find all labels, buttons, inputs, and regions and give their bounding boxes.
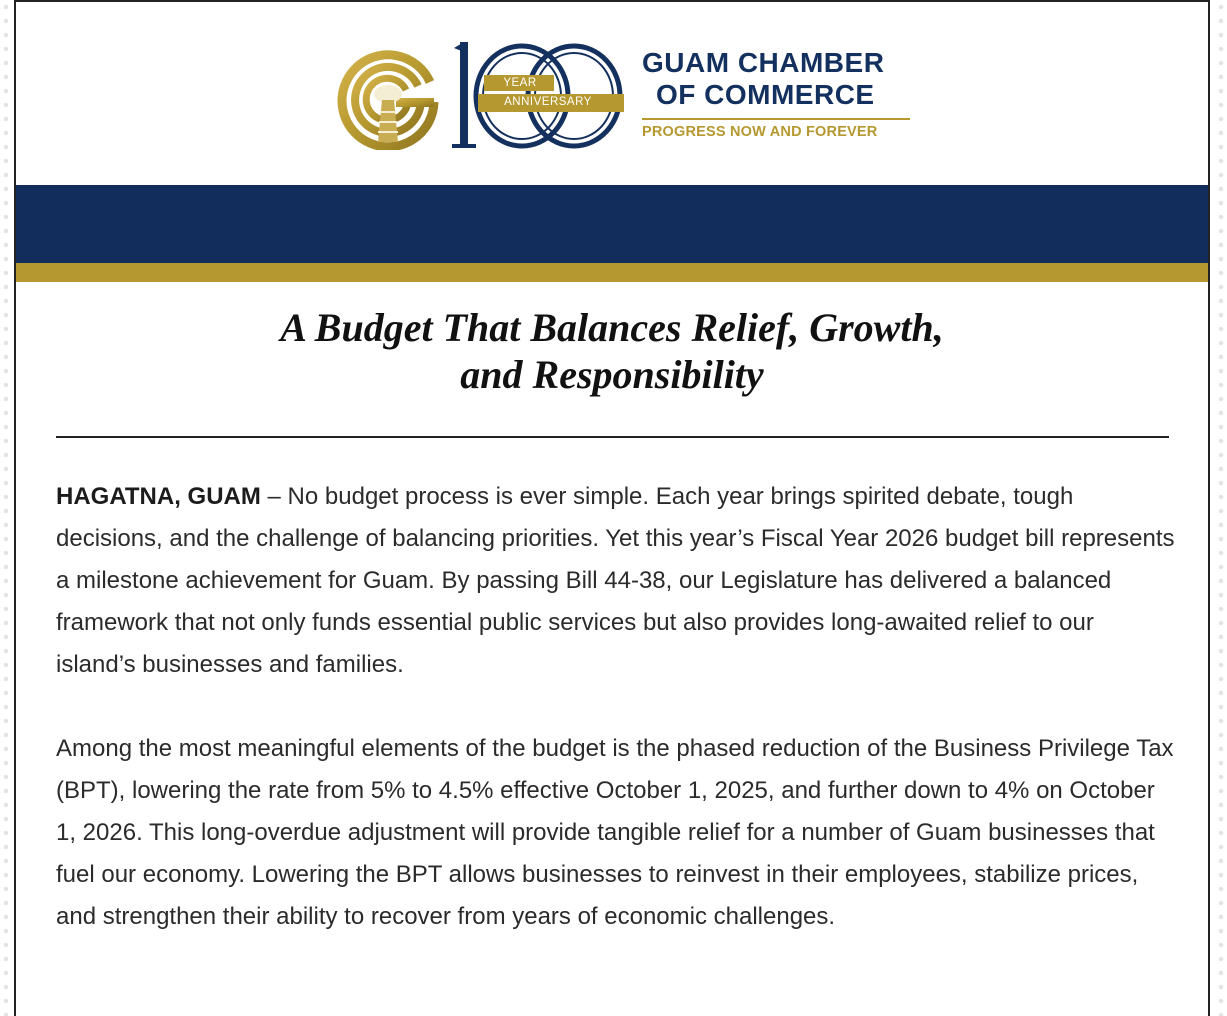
headline-divider <box>56 436 1169 438</box>
organization-tagline: PROGRESS NOW AND FOREVER <box>642 124 878 140</box>
organization-name <box>642 47 884 111</box>
headline-line1: A Budget That Balances Relief, Growth, <box>280 305 944 350</box>
anniversary-text: ANNIVERSARY <box>488 94 608 111</box>
header-band-navy <box>16 185 1208 263</box>
page-edge-left <box>0 0 12 1016</box>
article-paragraph-1 <box>56 476 1176 686</box>
newsletter-header <box>16 2 1208 184</box>
newsletter-frame <box>14 0 1210 1016</box>
anniversary-year-text: YEAR <box>503 77 537 89</box>
article-paragraph-2: Among the most meaningful elements of the budget is the phased reduction of the Business Privilege Tax (BPT), lowering the rate from 5% to 4.5% effective October 1, 2025, and further down to 4% on October 1, 2026. This long-overdue adjustment will provide tangible relief for a number of Guam businesses that fuel our economy. Lowering the BPT allows businesses to reinvest in their employees, stabilize prices, and strengthen their ability to recover from years of economic challenges. <box>56 735 1174 930</box>
paragraph-1-text: – No budget process is ever simple. Each year brings spirited debate, tough decisions, and the challenge of balancing priorities. Yet this year’s Fiscal Year 2026 budget bill represents a milestone achievement for Guam. By passing Bill 44-38, our Legislature has delivered a balanced framework that not only funds essential public services but also provides long-awaited relief to our island’s businesses and families. <box>56 483 1175 678</box>
organization-name-line1: GUAM CHAMBER <box>642 47 885 78</box>
header-band-gold <box>16 263 1208 282</box>
tagline-rule <box>642 118 910 120</box>
chamber-emblem-icon <box>334 42 442 150</box>
article-body <box>56 476 1176 980</box>
headline-line2: and Responsibility <box>460 352 764 397</box>
article-headline <box>56 304 1168 398</box>
anniversary-badge <box>488 76 608 110</box>
chamber-logo <box>334 38 914 154</box>
organization-name-line2: OF COMMERCE <box>656 79 875 110</box>
page-edge-right <box>1215 0 1227 1016</box>
dateline: HAGATNA, GUAM <box>56 483 261 510</box>
